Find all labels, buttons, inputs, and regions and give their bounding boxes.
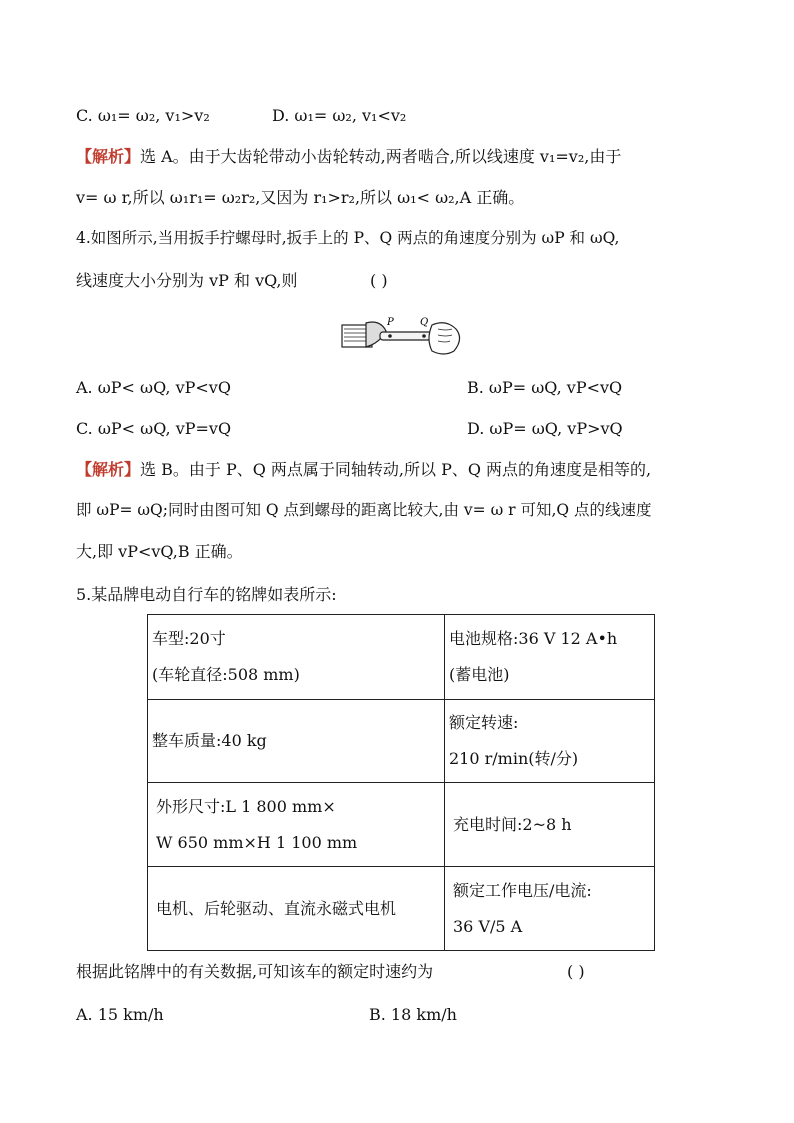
q4-answer-paren: ( ): [370, 271, 388, 290]
table-cell: 外形尺寸:L 1 800 mm× W 650 mm×H 1 100 mm: [148, 783, 445, 867]
table-cell: 额定工作电压/电流: 36 V/5 A: [445, 867, 655, 951]
figure-label-p: P: [387, 317, 394, 328]
table-row: [148, 867, 655, 951]
q4-option-d: D. ωP= ωQ, vP>vQ: [467, 419, 623, 438]
q5-option-a: A. 15 km/h: [76, 1005, 164, 1024]
q3-analysis-line1: 【解析】选 A。由于大齿轮带动小齿轮转动,两者啮合,所以线速度 v₁=v₂,由于: [76, 147, 622, 166]
q4-analysis-line2: 即 ωP= ωQ;同时由图可知 Q 点到螺母的距离比较大,由 v= ω r 可知,Q 点的线速度: [76, 501, 652, 519]
figure-label-q: Q: [420, 317, 429, 328]
table-row: [148, 700, 655, 783]
q4-stem-line1: 4.如图所示,当用扳手拧螺母时,扳手上的 P、Q 两点的角速度分别为 ωP 和 ωQ,: [76, 229, 620, 247]
q3-option-c: C. ω₁= ω₂, v₁>v₂: [76, 106, 210, 125]
q5-option-b: B. 18 km/h: [369, 1005, 457, 1024]
table-cell: 电池规格:36 V 12 A•h (蓄电池): [445, 615, 655, 700]
q4-option-b: B. ωP= ωQ, vP<vQ: [467, 378, 623, 397]
wrench-figure: [340, 315, 464, 355]
table-cell: 整车质量:40 kg: [148, 700, 445, 783]
table-row: [148, 615, 655, 700]
q3-analysis-line2: v= ω r,所以 ω₁r₁= ω₂r₂,又因为 r₁>r₂,所以 ω₁< ω₂,A 正确。: [76, 188, 525, 207]
analysis-tag: 【解析】: [76, 147, 141, 166]
table-cell: 电机、后轮驱动、直流永磁式电机: [148, 867, 445, 951]
table-cell: 额定转速: 210 r/min(转/分): [445, 700, 655, 783]
q3-option-d: D. ω₁= ω₂, v₁<v₂: [272, 106, 407, 125]
q4-option-a: A. ωP< ωQ, vP<vQ: [76, 378, 231, 397]
q5-stem: 5.某品牌电动自行车的铭牌如表所示:: [76, 585, 337, 604]
table-cell: 充电时间:2~8 h: [445, 783, 655, 867]
analysis-tag: 【解析】: [76, 460, 141, 479]
q4-stem-line2: 线速度大小分别为 vP 和 vQ,则: [76, 271, 298, 290]
nameplate-table: [147, 614, 655, 951]
q4-option-c: C. ωP< ωQ, vP=vQ: [76, 419, 232, 438]
table-row: [148, 783, 655, 867]
table-cell: 车型:20寸 (车轮直径:508 mm): [148, 615, 445, 700]
q5-answer-paren: ( ): [567, 962, 585, 981]
q5-question: 根据此铭牌中的有关数据,可知该车的额定时速约为: [76, 962, 434, 981]
q4-analysis-line1: 【解析】选 B。由于 P、Q 两点属于同轴转动,所以 P、Q 两点的角速度是相等的,: [76, 460, 652, 479]
q4-analysis-line3: 大,即 vP<vQ,B 正确。: [76, 542, 243, 561]
